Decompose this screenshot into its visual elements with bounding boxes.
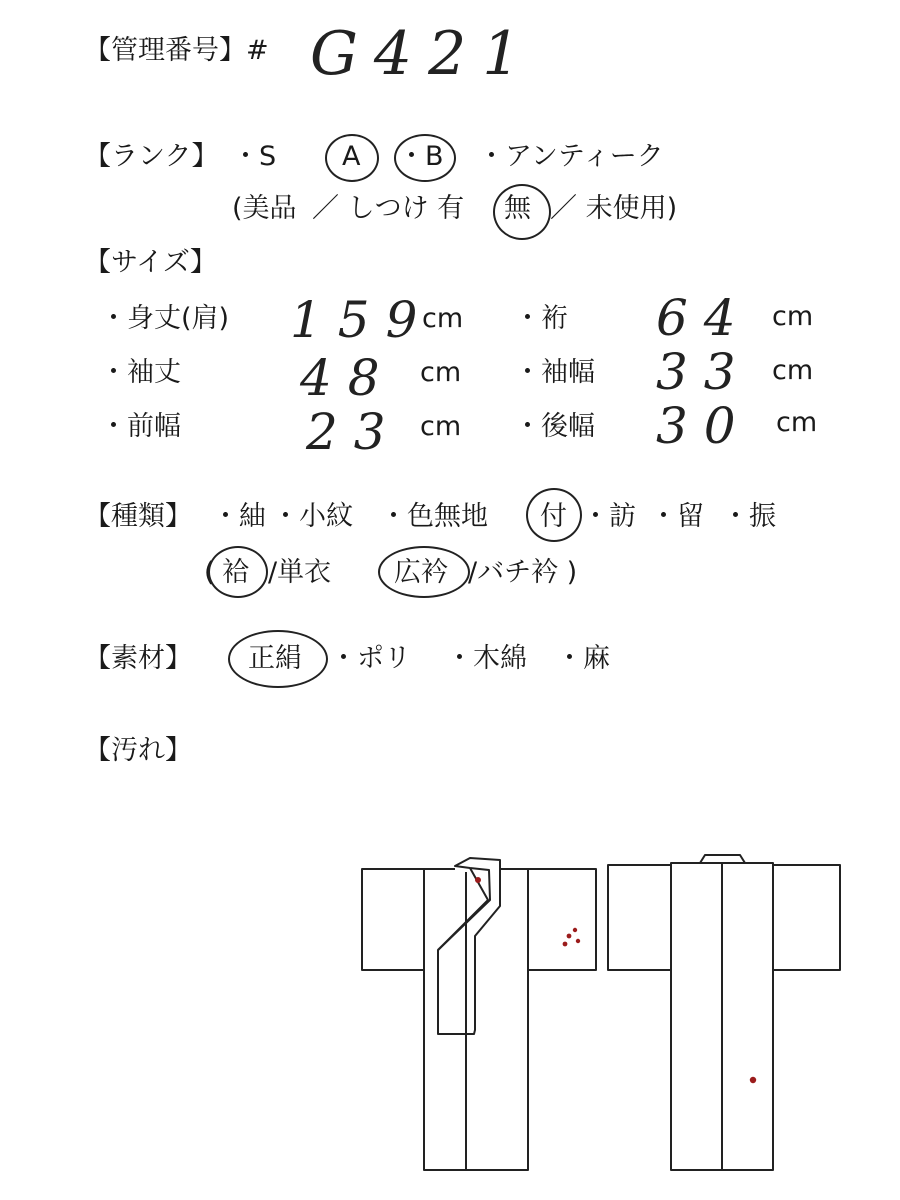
size-back-width-label: ・後幅 [514,411,595,442]
size-length-unit: cm [422,303,464,334]
type-hiroeri: 広衿 [394,557,448,588]
size-length-value: 159 [290,291,434,349]
stain-mark-collar [475,877,481,883]
size-sleeve-width-unit: cm [772,355,814,386]
size-sleeve-width-label: ・袖幅 [514,357,595,388]
size-back-width-unit: cm [776,407,818,438]
size-yuki-value: 64 [656,289,752,347]
management-number-value: G421 [310,19,537,89]
size-back-width-value: 30 [656,397,752,455]
size-length-label: ・身丈(肩) [100,303,230,334]
size-front-width-value: 23 [306,403,402,461]
stain-mark-sleeve-4 [576,939,580,943]
material-cotton: ・木綿 [446,643,527,674]
stain-mark-sleeve-2 [573,928,577,932]
rank-option-b: ・B [398,141,444,172]
size-sleeve-width-value: 33 [656,343,752,401]
stain-label: 【汚れ】 [84,735,192,766]
kimono-front-diagram [362,858,596,1170]
stain-mark-sleeve-1 [567,934,572,939]
type-paren-open: ( [204,557,215,588]
size-yuki-label: ・裄 [514,303,568,334]
type-awase: 袷 [222,557,249,588]
type-tomesode: ・留 [650,501,704,532]
material-silk: 正絹 [248,643,302,674]
material-label: 【素材】 [84,643,192,674]
type-tsumugi: ・紬 [212,501,266,532]
type-furisode: ・振 [722,501,776,532]
rank-label: 【ランク】 [84,141,219,172]
rank-sub-unused: ／ 未使用) [550,193,678,224]
size-sleeve-length-unit: cm [420,357,462,388]
stain-mark-back [750,1077,756,1083]
rank-option-a: A [342,141,361,172]
type-hitoe: /単衣 [268,557,332,588]
type-houmongi: ・訪 [582,501,636,532]
size-sleeve-length-label: ・袖丈 [100,357,181,388]
management-number-label: 【管理番号】# [84,35,269,66]
material-poly: ・ポリ [330,643,411,674]
size-front-width-unit: cm [420,411,462,442]
rank-sub-basting: ／ しつけ 有 [312,193,465,224]
rank-sub-condition: (美品 [232,193,297,224]
size-label: 【サイズ】 [84,247,217,278]
stain-mark-sleeve-3 [563,942,568,947]
size-front-width-label: ・前幅 [100,411,181,442]
kimono-back-diagram [608,855,840,1170]
type-iromuji: ・色無地 [380,501,488,532]
rank-option-antique: ・アンティーク [478,141,664,172]
type-label: 【種類】 [84,501,192,532]
size-yuki-unit: cm [772,301,814,332]
type-bachieri: /バチ衿 ) [468,557,578,588]
stain-marks [475,877,756,1083]
rank-option-s: ・S [232,141,277,172]
type-komon: ・小紋 [272,501,353,532]
type-tsukesage: 付 [540,501,567,532]
size-sleeve-length-value: 48 [300,349,396,407]
rank-sub-none: 無 [504,193,531,224]
material-hemp: ・麻 [556,643,610,674]
